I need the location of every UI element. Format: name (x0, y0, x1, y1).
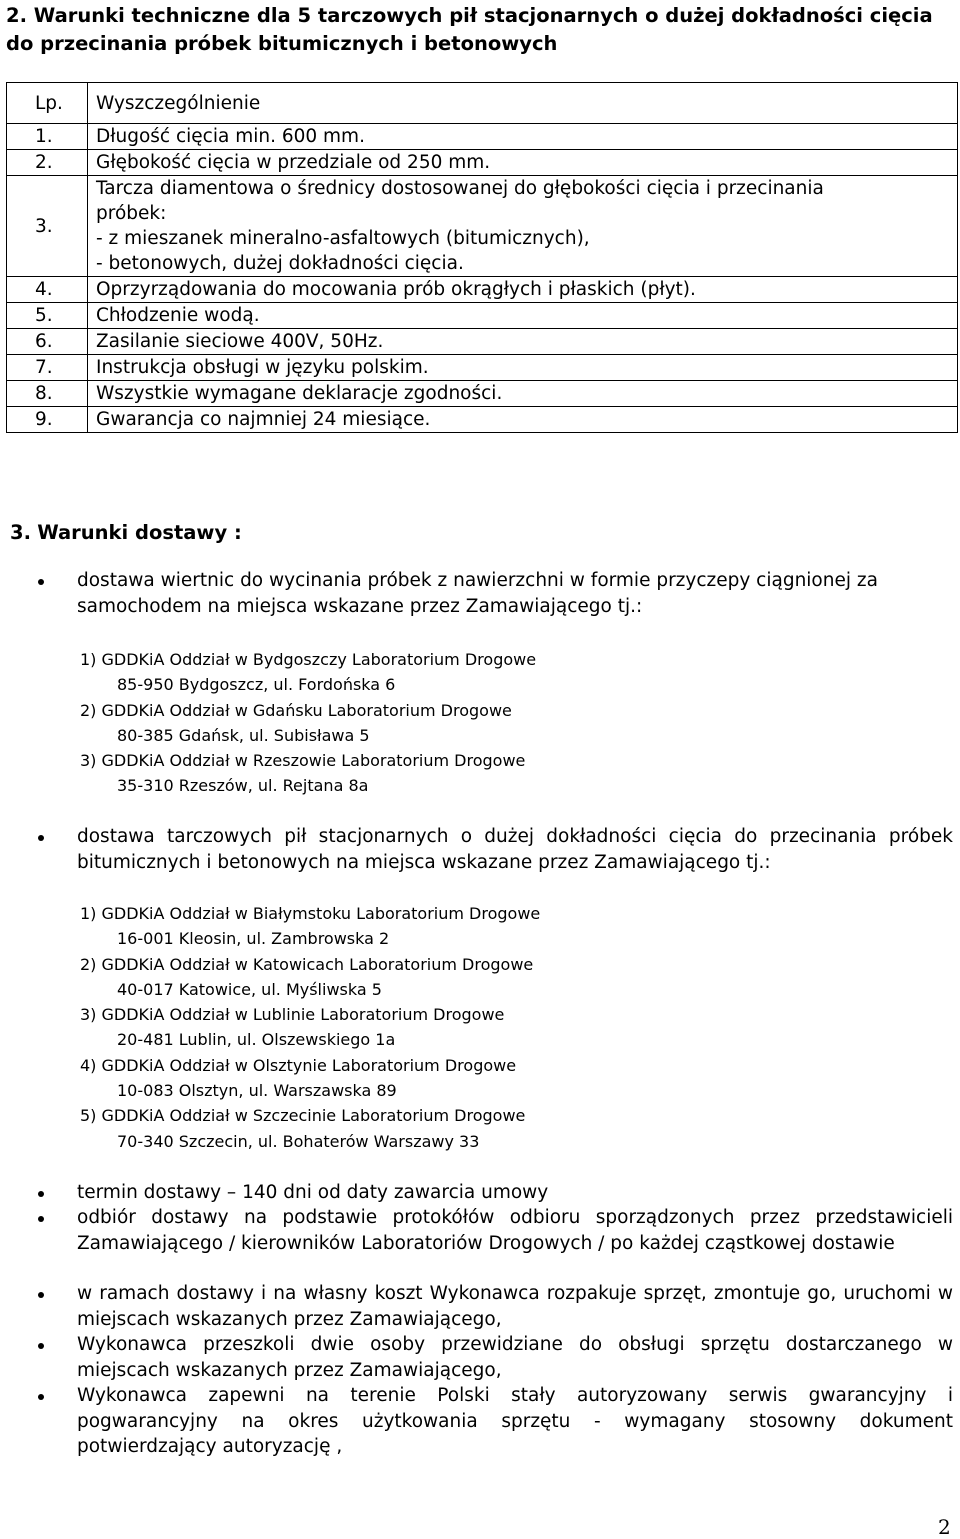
row-text: Chłodzenie wodą. (88, 303, 958, 329)
table-row (7, 150, 958, 176)
row-text: Długość cięcia min. 600 mm. (88, 124, 958, 150)
bullet-icon (38, 579, 44, 585)
row-number: 6. (7, 329, 88, 355)
col-lp-header: Lp. (7, 83, 88, 124)
section-3-title (10, 520, 242, 546)
bullet-icon (38, 1343, 44, 1349)
bullet-text: termin dostawy – 140 dni od daty zawarcia umowy (77, 1182, 549, 1203)
bullet-icon (38, 835, 44, 841)
row-number: 1. (7, 124, 88, 150)
row-number: 4. (7, 277, 88, 303)
address-line: 2) GDDKiA Oddział w Gdańsku Laboratorium Drogowe (80, 700, 512, 720)
page-number: 2 (938, 1515, 951, 1539)
address-line: 2) GDDKiA Oddział w Katowicach Laboratorium Drogowe (80, 954, 534, 974)
table-row (7, 329, 958, 355)
bullet-icon (38, 1292, 44, 1298)
table-row (7, 303, 958, 329)
table-row (7, 381, 958, 407)
section-heading: 2. Warunki techniczne dla 5 tarczowych pił stacjonarnych o dużej dokładności cięcia do przecinania próbek bitumicznych i betonowych (6, 4, 933, 55)
bullet-icon (38, 1191, 44, 1197)
row-number: 8. (7, 381, 88, 407)
address-list (80, 647, 536, 799)
row-line: - betonowych, dużej dokładności cięcia. (96, 253, 464, 274)
row-line: Tarcza diamentowa o średnicy dostosowanej do głębokości cięcia i przecinania (96, 178, 824, 199)
row-text: Zasilanie sieciowe 400V, 50Hz. (88, 329, 958, 355)
section-number: 3. (10, 521, 31, 544)
row-text: Wszystkie wymagane deklaracje zgodności. (88, 381, 958, 407)
address-line: 10-083 Olsztyn, ul. Warszawska 89 (117, 1081, 397, 1101)
bullet-icon (38, 1394, 44, 1400)
address-line: 3) GDDKiA Oddział w Rzeszowie Laboratorium Drogowe (80, 751, 526, 771)
spec-table (6, 82, 958, 433)
bullet-text: odbiór dostawy na podstawie protokółów odbioru sporządzonych przez przedstawicieli Zamawiającego / kierowników Laboratoriów Drogowych / po każdej cząstkowej dostawie (77, 1207, 953, 1254)
row-text: Gwarancja co najmniej 24 miesiące. (88, 407, 958, 433)
address-line: 1) GDDKiA Oddział w Białymstoku Laboratorium Drogowe (80, 904, 541, 923)
table-header-row (7, 83, 958, 124)
address-line: 35-310 Rzeszów, ul. Rejtana 8a (117, 776, 369, 796)
address-list (80, 901, 540, 1154)
address-line: 1) GDDKiA Oddział w Bydgoszczy Laboratorium Drogowe (80, 650, 537, 669)
bullet-text: dostawa tarczowych pił stacjonarnych o dużej dokładności cięcia do przecinania próbek bitumicznych i betonowych na miejsca wskazane przez Zamawiającego tj.: (77, 826, 953, 873)
row-number: 3. (7, 176, 88, 277)
table-row (7, 355, 958, 381)
bullet-text: w ramach dostawy i na własny koszt Wykonawca rozpakuje sprzęt, zmontuje go, uruchomi w miejscach wskazanych przez Zamawiającego, (77, 1283, 953, 1330)
row-text (88, 176, 958, 277)
section-title: Warunki dostawy : (37, 521, 242, 544)
address-line: 16-001 Kleosin, ul. Zambrowska 2 (117, 929, 390, 949)
row-number: 9. (7, 407, 88, 433)
address-line: 4) GDDKiA Oddział w Olsztynie Laboratorium Drogowe (80, 1055, 517, 1075)
bullet-text: dostawa wiertnic do wycinania próbek z nawierzchni w formie przyczepy ciągnionej za samochodem na miejsca wskazane przez Zamawiającego tj.: (77, 570, 878, 617)
row-number: 2. (7, 150, 88, 176)
address-line: 40-017 Katowice, ul. Myśliwska 5 (117, 979, 382, 999)
address-line: 85-950 Bydgoszcz, ul. Fordońska 6 (117, 675, 396, 695)
address-line: 3) GDDKiA Oddział w Lublinie Laboratorium Drogowe (80, 1005, 505, 1025)
row-number: 5. (7, 303, 88, 329)
bullet-text: Wykonawca zapewni na terenie Polski stały autoryzowany serwis gwarancyjny i pogwarancyjny na okres użytkowania sprzętu - wymagany stosowny dokument potwierdzający autoryzację , (77, 1385, 953, 1457)
col-desc-header: Wyszczególnienie (88, 83, 958, 124)
table-row (7, 407, 958, 433)
row-text: Głębokość cięcia w przedziale od 250 mm. (88, 150, 958, 176)
bullet-text: Wykonawca przeszkoli dwie osoby przewidziane do obsługi sprzętu dostarczanego w miejscach wskazanych przez Zamawiającego, (77, 1334, 953, 1381)
address-line: 80-385 Gdańsk, ul. Subisława 5 (117, 725, 370, 745)
row-text: Instrukcja obsługi w języku polskim. (88, 355, 958, 381)
table-row (7, 277, 958, 303)
row-number: 7. (7, 355, 88, 381)
table-row (7, 124, 958, 150)
row-line: próbek: (96, 203, 167, 224)
row-text: Oprzyrządowania do mocowania prób okrągłych i płaskich (płyt). (88, 277, 958, 303)
address-line: 5) GDDKiA Oddział w Szczecinie Laboratorium Drogowe (80, 1106, 526, 1126)
address-line: 70-340 Szczecin, ul. Bohaterów Warszawy 33 (117, 1131, 480, 1151)
bullet-icon (38, 1216, 44, 1222)
row-line: - z mieszanek mineralno-asfaltowych (bitumicznych), (96, 228, 590, 249)
table-row (7, 176, 958, 277)
address-line: 20-481 Lublin, ul. Olszewskiego 1a (117, 1030, 396, 1050)
